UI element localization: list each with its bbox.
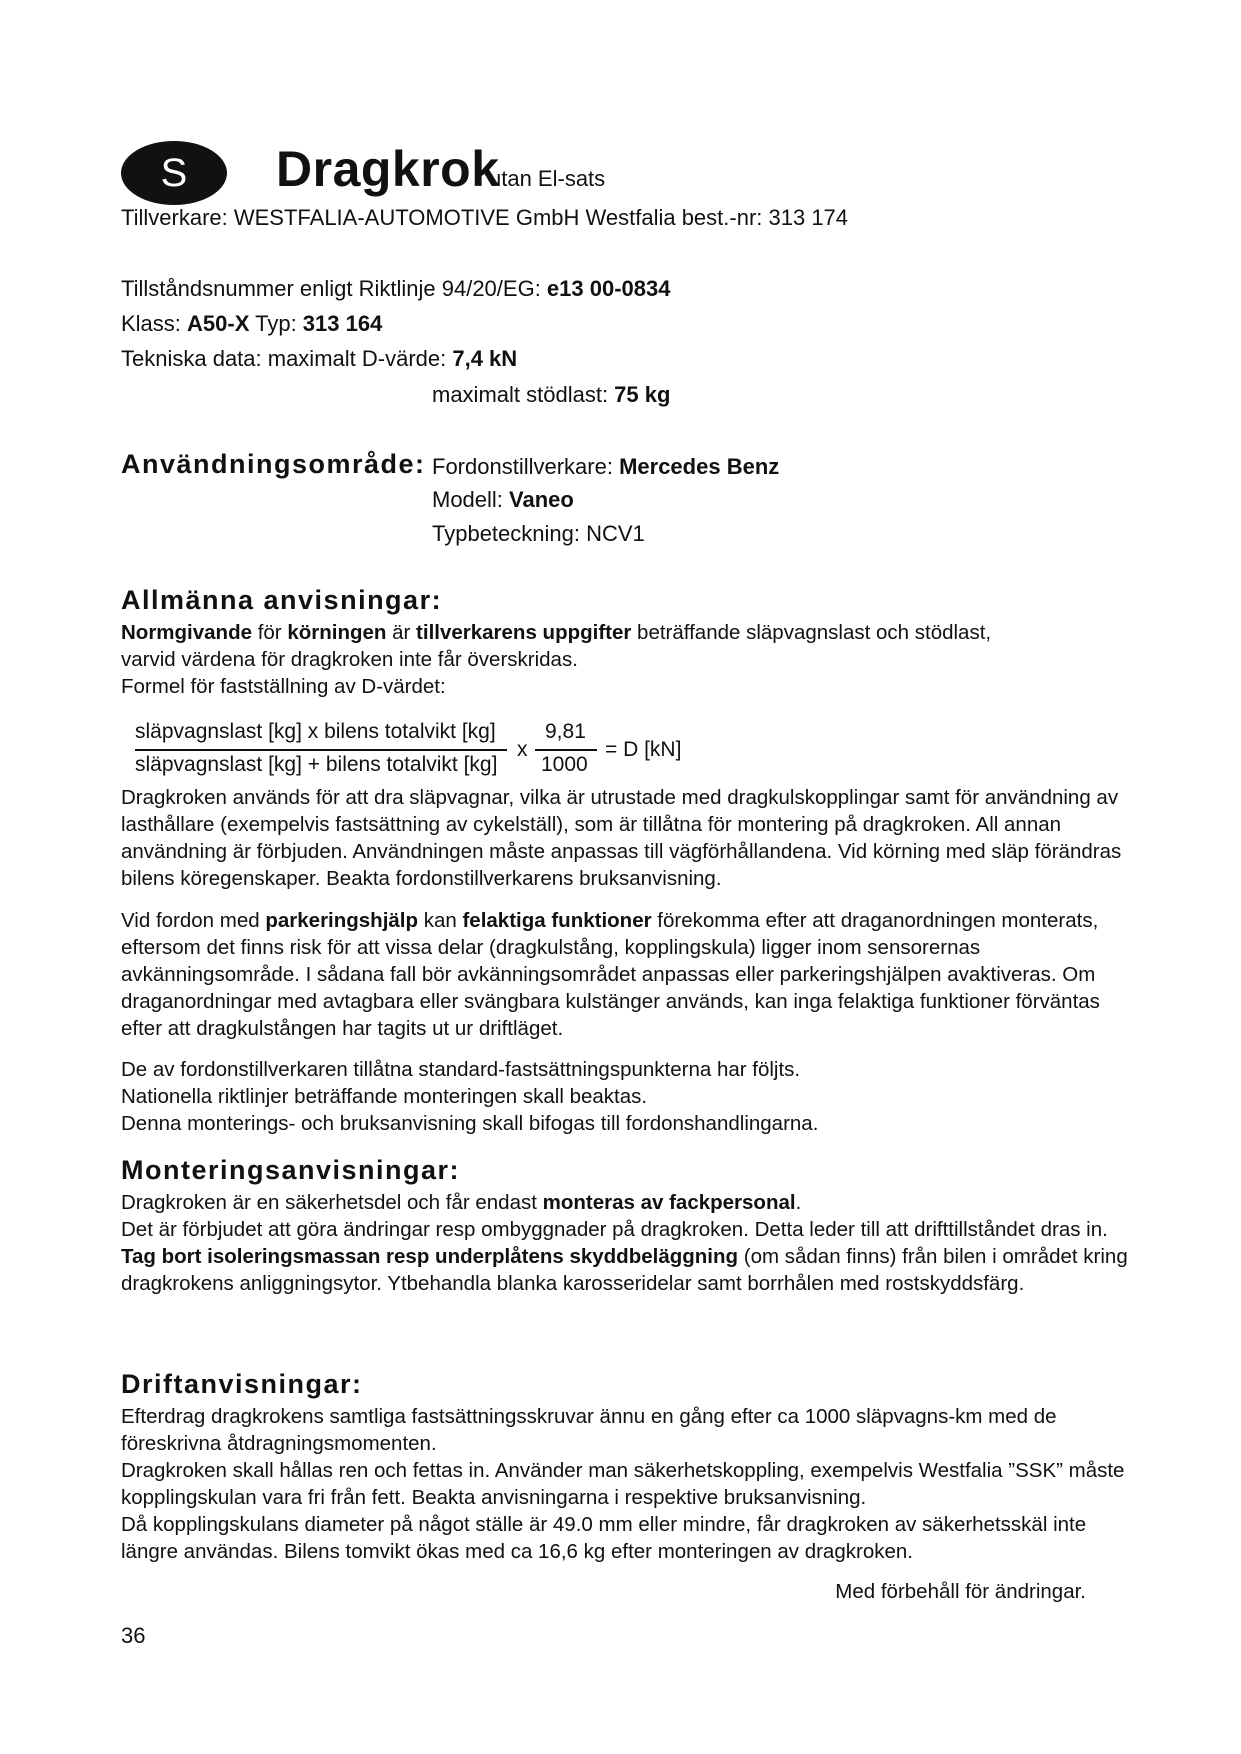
approval-label: Tillståndsnummer enligt Riktlinje 94/20/EG: [121, 276, 547, 301]
class-value: A50-X [187, 311, 250, 336]
general-p4-line2: Nationella riktlinjer beträffande monteringen skall beaktas. [121, 1085, 648, 1108]
maker-value: Mercedes Benz [619, 454, 780, 479]
general-p1-line2: varvid värdena för dragkroken inte får överskridas. [121, 648, 578, 671]
language-badge: S [121, 141, 227, 205]
tech-value: 7,4 kN [452, 346, 518, 371]
formula-numerator: släpvagnslast [kg] x bilens totalvikt [kg] [135, 720, 496, 743]
formula-divisor: 1000 [541, 753, 588, 776]
general-heading: Allmänna anvisningar: [121, 585, 443, 615]
tech-label: Tekniska data: maximalt D-värde: [121, 346, 453, 371]
mounting-line-2: Det är förbjudet att göra ändringar resp ombyggnader på dragkroken. Detta leder till att drifttillståndet dras in. [121, 1218, 1108, 1241]
formula-gravity: 9,81 [545, 720, 586, 743]
emphasis-driving: körningen [287, 621, 387, 644]
class-label: Klass: [121, 311, 188, 336]
text-span: Dragkroken är en säkerhetsdel och får endast [121, 1191, 543, 1214]
operation-line-3: Då kopplingskulans diameter på något ställe är 49.0 mm eller mindre, får dragkroken av säkerhetsskäl inte längre användas. Bilens tomvikt ökas med ca 16,6 kg efter monteringen av dragkroken. [121, 1513, 1087, 1563]
emphasis-professional-mounting: monteras av fackpersonal [542, 1191, 796, 1214]
text-span: är [386, 621, 417, 644]
model-value: Vaneo [509, 487, 574, 512]
approval-value: e13 00-0834 [546, 276, 671, 301]
text-span: (om sådan finns) från bilen i området kring dragkrokens anliggningsytor. Ytbehandla blanka karosseridelar samt borrhålen med rostskyddsfärg. [121, 1245, 1128, 1295]
formula-denominator: släpvagnslast [kg] + bilens totalvikt [kg] [135, 753, 498, 776]
general-p1-line3: Formel för fastställning av D-värdet: [121, 675, 446, 698]
approval-number [121, 276, 670, 302]
text-span: Vid fordon med [121, 909, 266, 932]
mounting-line-3 [121, 1243, 1131, 1297]
type-value: 313 164 [302, 311, 383, 336]
manufacturer-line: Tillverkare: WESTFALIA-AUTOMOTIVE GmbH Westfalia best.-nr: 313 174 [121, 205, 849, 230]
operation-line-1: Efterdrag dragkrokens samtliga fastsättningsskruvar ännu en gång efter ca 1000 släpvagns-km med de föreskrivna åtdragningsmomenten. [121, 1405, 1057, 1455]
emphasis-malfunctions: felaktiga funktioner [462, 909, 652, 932]
formula-times: x [517, 738, 528, 761]
maker-label: Fordonstillverkare: [432, 454, 620, 479]
support-label: maximalt stödlast: [432, 382, 615, 407]
text-span: kan [418, 909, 463, 932]
general-paragraph-1 [121, 619, 1131, 700]
operation-line-2: Dragkroken skall hållas ren och fettas in. Använder man säkerhetskoppling, exempelvis Westfalia ”SSK” måste kopplingskulan vara fri från fett. Beakta anvisningarna i respektive bruksanvisning. [121, 1459, 1125, 1509]
mounting-paragraph [121, 1189, 1131, 1297]
general-paragraph-3 [121, 907, 1131, 1042]
usage-heading: Användningsområde: [121, 449, 426, 479]
mounting-line-1 [121, 1189, 1131, 1216]
page-number: 36 [121, 1623, 146, 1648]
general-paragraph-4 [121, 1056, 1131, 1137]
support-value: 75 kg [614, 382, 671, 407]
type-label: Typ: [249, 311, 303, 336]
text-span: för [252, 621, 288, 644]
vehicle-model-line [432, 487, 574, 513]
technical-data-line [121, 346, 517, 372]
document-title: Dragkrok [276, 141, 500, 197]
general-p1-line1 [121, 619, 1131, 646]
type-designation: Typbeteckning: NCV1 [432, 521, 645, 546]
model-label: Modell: [432, 487, 510, 512]
fraction-line [135, 749, 507, 751]
general-paragraph-2: Dragkroken används för att dra släpvagnar, vilka är utrustade med dragkulskopplingar samt för användning av lasthållare (exempelvis fastsättning av cykelställ), som är tillåtna för montering på dragkroken. All annan användning är förbjuden. Användningen måste anpassas till vägförhållandena. Vid körning med släp förändras bilens köregenskaper. Beakta fordonstillverkarens bruksanvisning. [121, 786, 1122, 890]
document-subtitle: utan El-sats [489, 166, 606, 191]
fraction-line [535, 749, 597, 751]
emphasis-normative: Normgivande [121, 621, 252, 644]
emphasis-parking-aid: parkeringshjälp [265, 909, 419, 932]
emphasis-remove-coating: Tag bort isoleringsmassan resp underplåtens skyddbeläggning [121, 1245, 739, 1268]
text-span: . [795, 1191, 802, 1214]
operation-heading: Driftanvisningar: [121, 1369, 363, 1399]
vehicle-maker-line [432, 454, 779, 480]
general-p4-line1: De av fordonstillverkaren tillåtna standard-fastsättningspunkterna har följts. [121, 1058, 801, 1081]
disclaimer: Med förbehåll för ändringar. [835, 1580, 1086, 1603]
text-span: förekomma efter att draganordningen monterats, eftersom det finns risk för att vissa delar (dragkulstång, kopplingskula) ligger inom sensorernas avkänningsområde. I sådana fall bör avkänningsområdet anpassas eller parkeringshjälpen avaktiveras. Om draganordningar med avtagbara eller svängbara kulstänger används, kan inga felaktiga funktioner förväntas efter att dragkulstången har tagits ut ur driftläget. [121, 909, 1100, 1040]
emphasis-manufacturer-data: tillverkarens uppgifter [416, 621, 632, 644]
class-type-line [121, 311, 382, 337]
general-p4-line3: Denna monterings- och bruksanvisning skall bifogas till fordonshandlingarna. [121, 1112, 819, 1135]
mounting-heading: Monteringsanvisningar: [121, 1155, 461, 1185]
text-span: beträffande släpvagnslast och stödlast, [631, 621, 992, 644]
support-load-line [432, 382, 670, 408]
formula-result: = D [kN] [605, 738, 682, 761]
operation-paragraph [121, 1403, 1131, 1565]
